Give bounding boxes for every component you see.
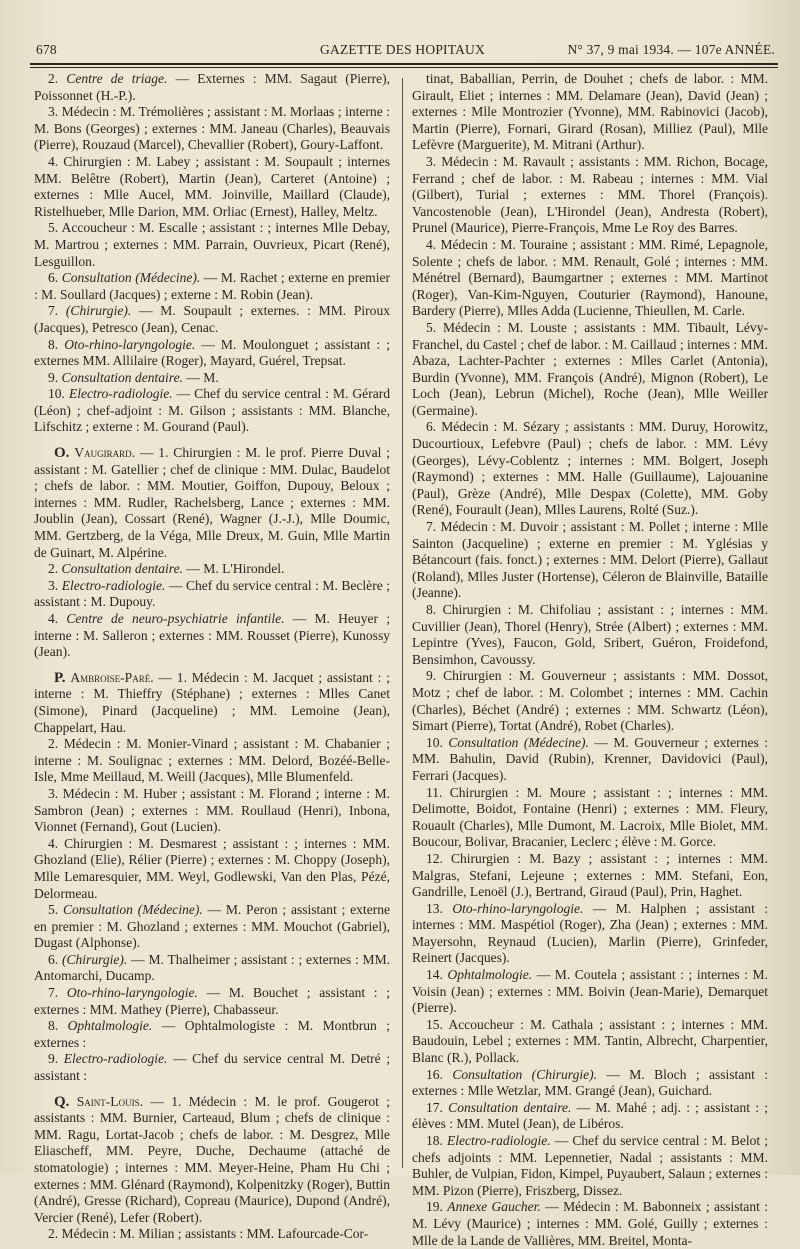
hospital-section: [34, 1094, 390, 1227]
service-label: Consultation (Médecine).: [62, 902, 203, 918]
item-rest: — M. L'Hirondel.: [182, 561, 285, 577]
header-rule-thick: [30, 63, 778, 65]
item-rest: — Chef du service central : M. Gérard (Léon) ; chef-adjoint : M. Gilson ; assistants : MM. Blanche, Lifschitz ; externe : M. Gourand (Paul).: [34, 386, 391, 435]
section-text: — 1. Chirurgien : M. le prof. Pierre Duval ; assistant : M. Gatellier ; chef de clinique : MM. Dulac, Baudelot ; chefs de labor. : MM. Moutier, Goiffon, Dupouy, Beloux ; internes : MM. Rudler, Rachelsberg, Lance ; externes : MM. Joublin (Jean), Cossart (René), Wagner (J.-J.), Mlle Doumic, MM. Gertzberg, de la Véga, Mlle Dreux, M. Guin, Mlle Martin de Guinart, M. Alpérine.: [34, 445, 390, 560]
right-column: [412, 71, 768, 1249]
service-item: [34, 71, 390, 104]
item-text: 5.: [48, 902, 63, 918]
service-item: [34, 902, 390, 952]
service-label: Annexe Gaucher.: [447, 1199, 541, 1215]
item-rest: — M. Peron ; assistant ; externe en premier : M. Ghozland ; externes : MM. Mouchot (Gabriel), Dugast (Alphonse).: [34, 902, 390, 951]
service-label: (Chirurgie).: [65, 303, 132, 319]
item-text: 17.: [426, 1099, 449, 1115]
item-rest: — M. Thalheimer ; assistant : ; externes : MM. Antomarchi, Ducamp.: [34, 951, 391, 984]
service-item: [34, 386, 390, 436]
service-label: Consultation dentaire.: [448, 1099, 572, 1115]
item-rest: — Chef du service central M. Detré ; assistant :: [34, 1051, 391, 1084]
item-text: 19.: [426, 1199, 448, 1215]
item-text: 3. Médecin : M. Trémolières ; assistant : M. Morlaas ; interne : M. Bons (Georges) ; externes : MM. Janeau (Charles), Beauvais (Pierre), Rouzaud (Marcel), Chevallier (Robert), Goury-Laffont.: [34, 104, 390, 153]
service-label: Consultation dentaire.: [61, 561, 183, 577]
service-label: Ophtalmologie.: [447, 967, 533, 983]
item-rest: — M. Soupault ; externes. : MM. Piroux (Jacques), Petresco (Jean), Cenac.: [34, 303, 390, 335]
item-rest: — M. Mahé ; adj. : ; assistant : ; élèves : MM. Mutel (Jean), de Libéros.: [412, 1099, 769, 1132]
item-text: 3. Médecin : M. Huber ; assistant : M. Florand ; interne : M. Sambron (Jean) ; externes : MM. Roullaud (Henri), Inbona, Vionnet (Fernand), Gout (Lucien).: [34, 785, 390, 835]
service-item: [412, 1133, 768, 1199]
service-item: [412, 1017, 768, 1067]
item-rest: — M. Gouverneur ; externes : MM. Bahulin, David (Rubin), Krenner, Davidovici (Paul), Ferrari (Jacques).: [412, 734, 768, 783]
service-item: [412, 967, 768, 1017]
service-item: [34, 836, 390, 902]
service-item: [412, 785, 768, 851]
item-text: 2. Médecin : M. Monier-Vinard ; assistant : M. Chabanier ; interne : M. Soulignac ; externes : MM. Delord, Bozéé-Belle-Isle, Mme Meillaud, M. Weill (Jacques), Mlle Blumenfeld.: [34, 736, 390, 785]
service-item: [412, 419, 768, 519]
service-item: [34, 104, 390, 154]
service-item: [412, 154, 768, 237]
item-text: 2. Médecin : M. Milian ; assistants : MM. Lafourcade-Cor-: [48, 1226, 369, 1242]
service-label: Oto-rhino-laryngologie.: [66, 985, 198, 1001]
item-text: 3.: [48, 577, 62, 593]
service-item: [34, 578, 390, 611]
journal-title: GAZETTE DES HOPITAUX: [320, 42, 485, 57]
service-item: [34, 370, 390, 387]
item-rest: — Externes : MM. Sagaut (Pierre), Poissonnet (H.-P.).: [34, 71, 390, 103]
service-label: Consultation (Médecine).: [448, 734, 589, 750]
item-text: 9.: [48, 369, 62, 385]
service-item: [34, 270, 390, 303]
service-item: [34, 736, 390, 786]
item-text: 8.: [48, 336, 65, 352]
section-letter: O.: [54, 445, 70, 462]
page-number: 678: [36, 42, 57, 57]
item-rest: — M. Coutela ; assistant : ; internes : M. Voisin (Jean) ; externes : MM. Boivin (Jean-Marie), Demarquet (Pierre).: [412, 967, 768, 1016]
service-item: [412, 735, 768, 785]
hospital-name: Ambroise-Paré.: [70, 669, 154, 685]
service-label: Ophtalmologie.: [67, 1018, 153, 1034]
hospital-name: Saint-Louis.: [76, 1093, 143, 1109]
service-label: Centre de triage.: [66, 71, 168, 86]
service-label: (Chirurgie).: [61, 951, 128, 967]
item-text: 6.: [48, 270, 62, 286]
item-text: 12. Chirurgien : M. Bazy ; assistant : ; internes : MM. Malgras, Stefani, Lejeune ; externes : MM. Stefani, Eon, Gandrille, Lenoël (J.), Bertrand, Giraud (Paul), Prin, Haghet.: [412, 850, 768, 900]
service-item: [412, 237, 768, 320]
service-label: Electro-radiologie.: [61, 577, 166, 593]
item-text: 8. Chirurgien : M. Chifoliau ; assistant : ; internes : MM. Cuvillier (Jean), Thorel (Henry), Strée (Albert) ; externes : MM. Lepintre (Yves), Faucon, Gold, Sribert, Guéron, Froidefond, Bensimhon, Cavoussy.: [412, 602, 768, 667]
service-item: [34, 985, 390, 1018]
item-text: 5. Médecin : M. Louste ; assistants : MM. Tibault, Lévy-Franchel, du Castel ; chef de labor. : M. Caillaud ; internes : MM. Abaza, Lachter-Pachter ; externes : Mlles Carlet (Antonia), Burdin (Yvonne), MM. François (André), Mignon (Robert), Le Loch (Jean), Lebrun (Michel), Roche (Jean), Mlle Weiller (Germaine).: [412, 319, 768, 418]
left-column: [34, 71, 390, 1243]
item-text: 10.: [48, 386, 69, 402]
service-item: [34, 303, 390, 336]
item-rest: — M. Moulonguet ; assistant : ; externes MM. Allilaire (Roger), Mayard, Guérel, Trepsat.: [34, 336, 390, 369]
section-text: — 1. Médecin : M. le prof. Gougerot ; assistants : MM. Burnier, Carteaud, Blum ; chefs de clinique : MM. Ragu, Lortat-Jacob ; chefs de labor. : M. Desgrez, Mlle Eliascheff, MM. Peyre, Duche, Dechaume (attaché de stomatologie) ; internes : MM. Meyer-Heine, Pham Hu Chi ; externes : MM. Glénard (Raymond), Kolpenitzky (Roger), Buttin (André), Gresse (Richard), Copreau (Maurice), Dupond (André), Vercier (René), Lefer (Robert).: [34, 1093, 390, 1225]
service-label: Electro-radiologie.: [446, 1133, 551, 1148]
item-text: 7.: [48, 303, 66, 319]
service-label: Centre de neuro-psychiatrie infantile.: [66, 611, 285, 626]
section-text: — 1. Médecin : M. Jacquet ; assistant : ; interne : M. Thieffry (Stéphane) ; externes : Mlles Canet (Simone), Pinard (Jacqueline) ; MM. Lemoine (Jean), Chappelart, Hau.: [34, 669, 390, 735]
service-label: Consultation dentaire.: [61, 369, 183, 385]
service-item: [412, 901, 768, 967]
running-head: [30, 40, 775, 62]
service-label: Consultation (Chirurgie).: [452, 1066, 598, 1082]
service-item: [34, 561, 390, 578]
item-rest: — M.: [182, 369, 219, 385]
service-item: [412, 851, 768, 901]
item-text: 9. Chirurgien : M. Gouverneur ; assistants : MM. Dossot, Motz ; chef de labor. : M. Colombet ; internes : MM. Cachin (Charles), Béchet (André) ; externes : MM. Schwartz (Léon), Simart (Pierre), Tortat (André), Robet (Charles).: [412, 668, 768, 734]
item-text: 4. Chirurgien : M. Desmarest ; assistant : ; internes : MM. Ghozland (Elie), Rélier (Pierre) ; externes : M. Choppy (Joseph), Mlle Lemaresquier, MM. Weyl, Godlewski, Van den Plas, Pézé, Delormeau.: [34, 835, 390, 901]
item-text: 8.: [48, 1018, 68, 1034]
item-rest: — M. Halphen ; assistant : internes : MM. Maspétiol (Roger), Zha (Jean) ; externes : MM. Mayersohn, Reynaud (Lucien), Marlin (Pierre), Grinfeder, Reinert (Jacques).: [412, 900, 768, 966]
header-rule-thin: [30, 67, 778, 68]
continued-paragraph: [412, 71, 768, 154]
item-text: 3. Médecin : M. Ravault ; assistants : MM. Richon, Bocage, Ferrand ; chef de labor. : M. Rabeau ; internes : MM. Vial (Gilbert), Turial ; externes : MM. Thorel (François). Vancostenoble (Jean), L'Hirondel (Jean), Andresta (Robert), Prunel (Maurice), Pierre-François, Mme Le Roy des Barres.: [412, 153, 768, 236]
service-item: [412, 1100, 768, 1133]
item-text: 6.: [48, 951, 62, 967]
service-label: Electro-radiologie.: [68, 386, 173, 402]
item-text: 7.: [48, 985, 67, 1001]
service-item: [34, 952, 390, 985]
service-item: [34, 611, 390, 661]
item-rest: — Chef du service central : M. Belot ; chefs adjoints : MM. Lepennetier, Nadal ; assistants : MM. Buhler, de Vulpian, Fidon, Kimpel, Puyaubert, Salaun ; externes : MM. Pizon (Pierre), Friszberg, Dissez.: [412, 1133, 768, 1198]
item-text: 10.: [426, 734, 449, 750]
service-item: [34, 1051, 390, 1084]
service-label: Electro-radiologie.: [63, 1051, 168, 1067]
service-item: [34, 786, 390, 836]
item-rest: — M. Bloch ; assistant : externes : Mlle Wetzlar, MM. Grangé (Jean), Guichard.: [412, 1066, 768, 1099]
item-rest: — Ophtalmologiste : M. Montbrun ; externes :: [34, 1018, 391, 1050]
item-text: 11. Chirurgien : M. Moure ; assistant : ; internes : MM. Delimotte, Boidot, Fontaine (Henri) ; externes : MM. Fleury, Rouault (Charles), Mlle Dumont, M. Lacroix, Mlle Biolet, MM. Boucour, Bolivar, Bracanier, Leclerc ; élève : M. Gorce.: [412, 784, 768, 850]
item-text: 2.: [48, 561, 62, 577]
item-text: 18.: [426, 1133, 447, 1148]
column-divider: [402, 78, 403, 1168]
item-text: 7. Médecin : M. Duvoir ; assistant : M. Pollet ; interne : Mlle Sainton (Jacqueline) ; externe en premier : M. Yglésias y Bétancourt (fais. fonct.) ; externes : MM. Delort (Pierre), Gallaut (Roland), Mlles Juster (Hortense), Céleron de Blainville, Bataille (Jeanne).: [412, 519, 768, 601]
hospital-section: [34, 670, 390, 736]
item-text: 4.: [48, 611, 67, 626]
service-label: Consultation (Médecine).: [61, 270, 201, 286]
service-item: [412, 1199, 768, 1249]
service-item: [34, 1226, 390, 1243]
item-text: 6. Médecin : M. Sézary ; assistants : MM. Duruy, Horowitz, Ducourtioux, Lefebvre (Paul) ; chefs de labor. : MM. Lévy (Georges), Lévy-Coblentz ; internes : MM. Bolgert, Joseph (Raymond) ; externes : MM. Halle (Guillaume), Lajouanine (Paul), Grèze (André), Mlle Despax (Colette), MM. Goby (René), Fourault (Jean), Mlles Laurens, Rolté (Suz.).: [412, 419, 768, 518]
section-letter: P.: [54, 669, 66, 686]
item-rest: — Médecin : M. Babonneix ; assistant : M. Lévy (Maurice) ; internes : MM. Golé, Guilly ; externes : Mlle de la Lande de Vallières, MM. Breitel, Monta-: [412, 1199, 768, 1248]
item-text: tinat, Baballian, Perrin, de Douhet ; chefs de labor. : MM. Girault, Eliet ; internes : MM. Delamare (Jean), David (Jean) ; externes : Mlle Montrozier (Yvonne), MM. Rabinovici (Jacob), Martin (Pierre), Fornari, Girard (Rosan), Milliez (Paul), Mlle Lefèvre (Marguerite), M. Mitrani (Arthur).: [412, 71, 768, 153]
service-item: [34, 1018, 390, 1051]
item-text: 4. Médecin : M. Touraine ; assistant : MM. Rimé, Lepagnole, Solente ; chefs de labor. : MM. Renault, Golé ; internes : MM. Ménétrel (Bernard), Baumgartner ; externes : MM. Martinot (Roger), Van-Kim-Nguyen, Couturier (Raymond), Hanoune, Bardery (Pierre), Mlles Adda (Lucienne, Thieullen, M. Carle.: [412, 236, 768, 319]
item-rest: — M. Rachet ; externe en premier : M. Soullard (Jacques) ; externe : M. Robin (Jean).: [34, 270, 390, 302]
service-label: Oto-rhino-laryngologie.: [452, 900, 584, 916]
service-item: [34, 337, 390, 370]
service-item: [412, 320, 768, 420]
hospital-name: Vaugirard.: [74, 445, 135, 461]
service-item: [412, 519, 768, 602]
item-text: 14.: [426, 967, 448, 983]
item-text: 16.: [426, 1066, 453, 1082]
service-item: [412, 602, 768, 668]
issue-date: N° 37, 9 mai 1934. — 107e ANNÉE.: [567, 42, 775, 57]
item-text: 4. Chirurgien : M. Labey ; assistant : M. Soupault ; internes MM. Belêtre (Robert), Martin (Jean), Carteret (Antoine) ; externes : Mlle Aucel, MM. Joinville, Maillard (Claude), Ristelhueber, Mlle Darion, MM. Orliac (Ernest), Halley, Meltz.: [34, 153, 390, 219]
service-item: [412, 1067, 768, 1100]
hospital-section: [34, 445, 390, 561]
item-rest: — M. Bouchet ; assistant : ; externes : MM. Mathey (Pierre), Chabasseur.: [34, 985, 391, 1017]
service-item: [34, 154, 390, 220]
item-text: 15. Accoucheur : M. Cathala ; assistant : ; internes : MM. Baudouin, Lebel ; externes : MM. Tantin, Albrecht, Charpentier, Blanc (R.), Pollack.: [412, 1016, 768, 1066]
item-text: 2.: [48, 71, 67, 86]
service-item: [34, 220, 390, 270]
item-text: 5. Accoucheur : M. Escalle ; assistant : ; internes Mlle Debay, M. Martrou ; externes : MM. Parrain, Ouvrieux, Picart (René), Lesguillon.: [34, 220, 390, 269]
item-text: 13.: [426, 900, 453, 916]
service-label: Oto-rhino-laryngologie.: [64, 336, 196, 352]
service-item: [412, 668, 768, 734]
item-text: 9.: [48, 1051, 64, 1067]
item-rest: — M. Heuyer ; interne : M. Salleron ; externes : MM. Rousset (Pierre), Kunossy (Jean).: [34, 611, 390, 660]
item-rest: — Chef du service central : M. Beclère ; assistant : M. Dupouy.: [34, 577, 390, 610]
section-letter: Q.: [54, 1093, 70, 1110]
